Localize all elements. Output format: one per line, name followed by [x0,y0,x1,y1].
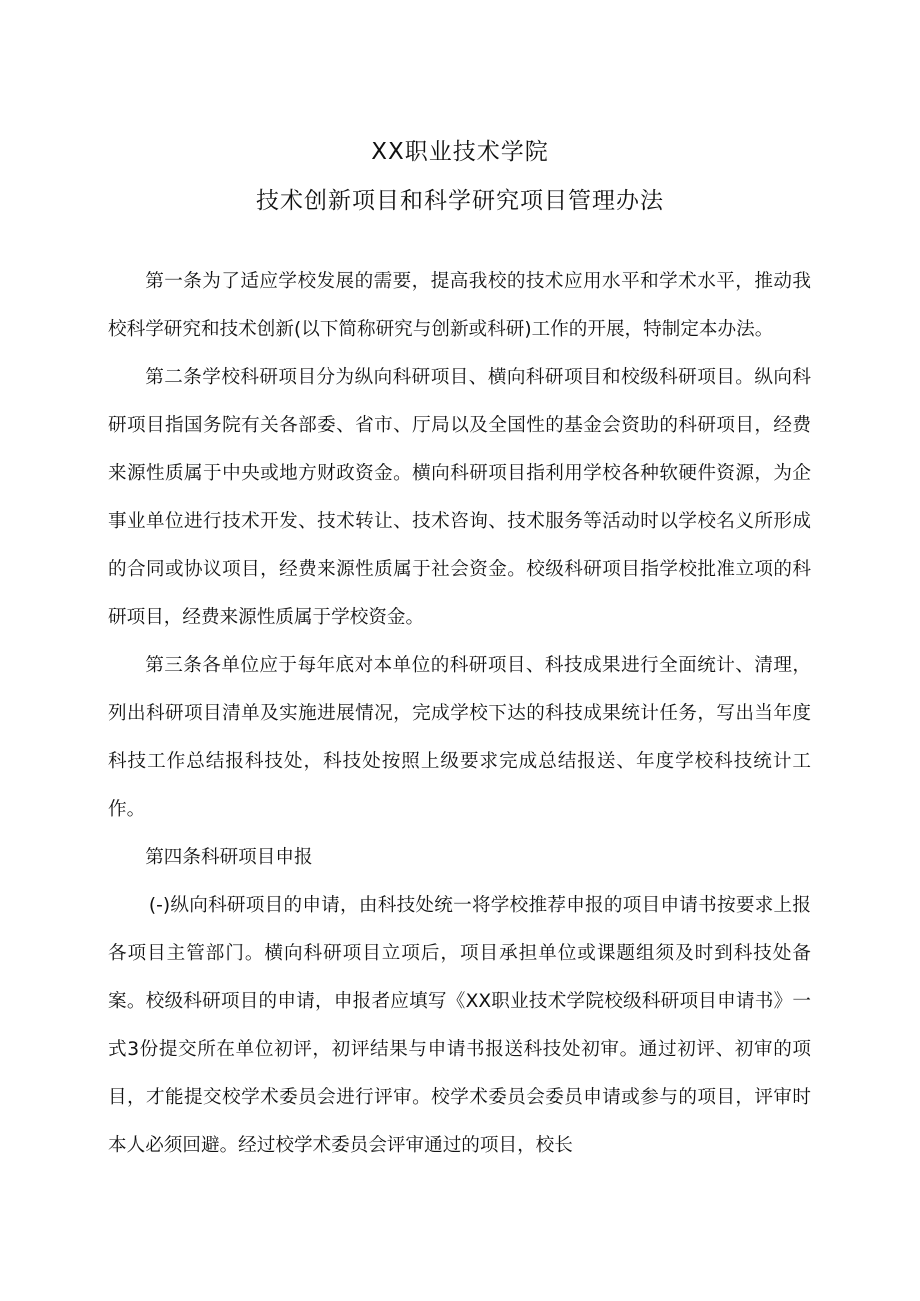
article-4-heading: 第四条科研项目申报 [145,847,313,868]
article-2-paragraph: 第二条学校科研项目分为纵向科研项目、横向科研项目和校级科研项目。纵向科研项目指国务院有关各部委、省市、厅局以及全国性的基金会资助的科研项目，经费来源性质属于中央或地方财政资金。横向科研项目指利用学校各种软硬件资源，为企事业单位进行技术开发、技术转让、技术咨询、技术服务等活动时以学校名义所形成的合同或协议项目，经费来源性质属于社会资金。校级科研项目指学校批准立项的科研项目，经费来源性质属于学校资金。 [108,367,811,628]
document-title-institution: XX职业技术学院 [371,139,549,165]
document-title-regulation: 技术创新项目和科学研究项目管理办法 [256,188,664,214]
article-1-paragraph: 第一条为了适应学校发展的需要，提高我校的技术应用水平和学术水平，推动我校科学研究和技术创新(以下简称研究与创新或科研)工作的开展，特制定本办法。 [108,271,811,340]
article-3-paragraph: 第三条各单位应于每年底对本单位的科研项目、科技成果进行全面统计、清理，列出科研项目清单及实施进展情况，完成学校下达的科技成果统计任务，写出当年度科技工作总结报科技处，科技处按照上级要求完成总结报送、年度学校科技统计工作。 [108,655,811,820]
article-4-item-1-paragraph: (-)纵向科研项目的申请，由科技处统一将学校推荐申报的项目申请书按要求上报各项目主管部门。横向科研项目立项后，项目承担单位或课题组须及时到科技处备案。校级科研项目的申请，申报者应填写《XX职业技术学院校级科研项目申请书》一式3份提交所在单位初评，初评结果与申请书报送科技处初审。通过初评、初审的项目，才能提交校学术委员会进行评审。校学术委员会委员申请或参与的项目，评审时本人必须回避。经过校学术委员会评审通过的项目，校长 [108,895,811,1156]
document-body [108,258,811,1170]
